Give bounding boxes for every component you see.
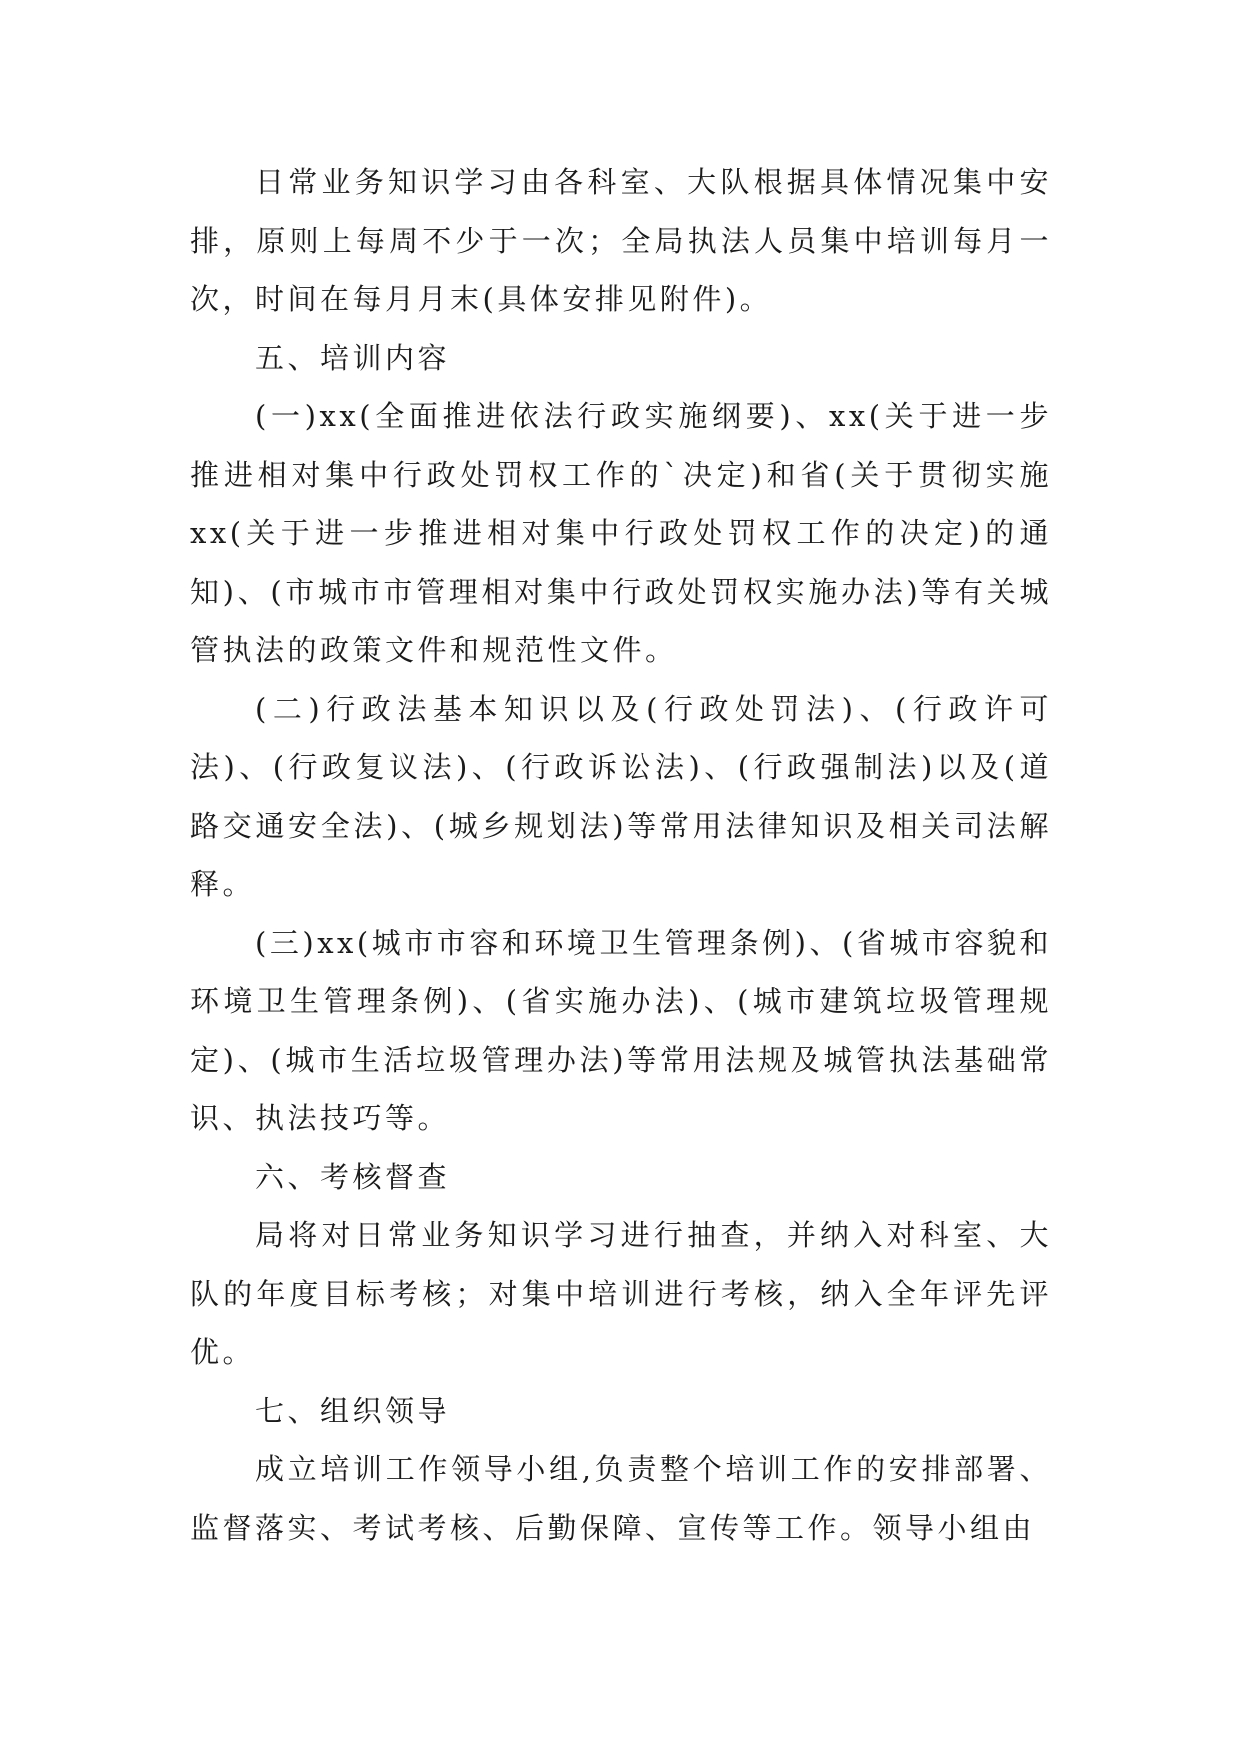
heading-training-content: 五、培训内容 [255, 340, 451, 375]
paragraph-study-schedule: 日常业务知识学习由各科室、大队根据具体情况集中安排，原则上每周不少于一次；全局执法人员集中培训每月一次，时间在每月月末(具体安排见附件)。 [190, 165, 1052, 316]
paragraph-leadership: 成立培训工作领导小组,负责整个培训工作的安排部署、监督落实、考试考核、后勤保障、宣传等工作。领导小组由 [190, 1452, 1052, 1545]
paragraph-assessment: 局将对日常业务知识学习进行抽查，并纳入对科室、大队的年度目标考核；对集中培训进行考核，纳入全年评先评优。 [190, 1218, 1052, 1369]
heading-leadership: 七、组织领导 [255, 1393, 451, 1428]
document-body [190, 153, 1052, 1557]
paragraph-content-item-3: (三)xx(城市市容和环境卫生管理条例)、(省城市容貌和环境卫生管理条例)、(省实施办法)、(城市建筑垃圾管理规定)、(城市生活垃圾管理办法)等常用法规及城管执法基础常识、执法技巧等。 [190, 925, 1052, 1135]
heading-assessment: 六、考核督查 [255, 1159, 451, 1194]
paragraph-content-item-2: (二)行政法基本知识以及(行政处罚法)、(行政许可法)、(行政复议法)、(行政诉讼法)、(行政强制法)以及(道路交通安全法)、(城乡规划法)等常用法律知识及相关司法解释。 [190, 691, 1052, 901]
paragraph-content-item-1: (一)xx(全面推进依法行政实施纲要)、xx(关于进一步推进相对集中行政处罚权工作的`决定)和省(关于贯彻实施xx(关于进一步推进相对集中行政处罚权工作的决定)的通知)、(市城市市管理相对集中行政处罚权实施办法)等有关城管执法的政策文件和规范性文件。 [190, 399, 1052, 667]
